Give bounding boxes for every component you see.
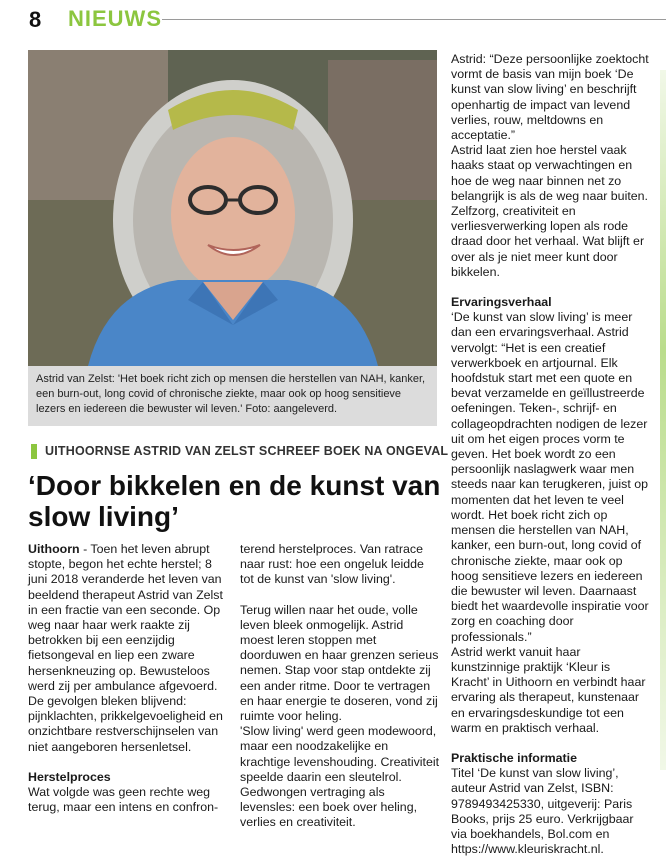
header-rule bbox=[162, 19, 666, 20]
paragraph: ‘De kunst van slow living’ is meer dan een ervaringsverhaal. Astrid vervolgt: “Het is een creatief verwerkboek en artjournal. Elk hoofdstuk start met een quote en bevat verzamelde en geïllustreerde oefeningen. Teken-, schrijf- en collageopdrachten nodigen de lezer uit om het eigen proces vorm te geven. Het boek wordt zo een persoonlijk naslagwerk waar men steeds naar kan terugkeren, juist op momenten dat het leven te veel wordt. Het boek richt zich op mensen die herstellen van NAH, kanker, een burn-out, long covid of chronische ziekte, maar ook op hoog sensitieve lezers en iedereen die bewuster wil leven. Daarnaast biedt het waardevolle inspiratie voor zorg en coaching door professionals.” bbox=[451, 310, 649, 644]
spacer bbox=[451, 280, 651, 295]
paragraph: Terug willen naar het oude, volle leven bleek onmogelijk. Astrid moest leren stoppen met doorduwen en haar grenzen serieus nemen. Stap voor stap ontdekte zij een ander ritme. Door te vertragen en haar energie te doseren, vond zij ruimte voor heling. bbox=[240, 602, 439, 724]
spacer bbox=[451, 736, 651, 751]
paragraph: Wat volgde was geen rechte weg terug, maar een intens en confron- bbox=[28, 785, 219, 815]
subhead: Praktische informatie bbox=[451, 750, 578, 765]
spacer bbox=[240, 588, 440, 603]
portrait-photo-icon bbox=[28, 50, 437, 366]
subhead: Herstelproces bbox=[28, 769, 111, 784]
paragraph: terend herstelproces. Van ratrace naar rust: hoe een ongeluk leidde tot de kunst van 'slow living'. bbox=[240, 542, 424, 587]
subhead: Ervaringsverhaal bbox=[451, 295, 552, 310]
portrait-photo bbox=[28, 50, 437, 366]
article-column-3 bbox=[451, 52, 651, 857]
article-kicker: UITHOORNSE ASTRID VAN ZELST SCHREEF BOEK NA ONGEVAL bbox=[45, 444, 449, 458]
paragraph: Titel ‘De kunst van slow living’, auteur Astrid van Zelst, ISBN: 9789493425330, uitgeverij: Paris Books, prijs 25 euro. Verkrijgbaar via boekhandels, Bol.com en https://www.kleuriskracht.nl. bbox=[451, 766, 634, 857]
page-header bbox=[0, 0, 666, 40]
article-column-1 bbox=[28, 542, 228, 815]
section-title: NIEUWS bbox=[68, 6, 162, 31]
article-headline: ‘Door bikkelen en de kunst van slow living’ bbox=[28, 470, 441, 532]
page-number: 8 bbox=[29, 7, 42, 32]
kicker-accent-bar bbox=[31, 444, 37, 459]
spacer bbox=[28, 755, 228, 770]
paragraph: 'Slow living' werd geen modewoord, maar een noodzakelijke en krachtige levenshouding. Creativiteit speelde daarin een sleutelrol. Gedwongen vertraging als levensles: een boek over heling, verlies en creativiteit. bbox=[240, 724, 440, 830]
page-edge-decoration bbox=[660, 70, 666, 770]
paragraph bbox=[28, 542, 228, 694]
paragraph: Astrid laat zien hoe herstel vaak haaks staat op verwachtingen en hoe de weg naar binnen net zo belangrijk is als de weg naar buiten. Zelfzorg, creativiteit en verliesverwerking lopen als rode draad door het verhaal. Wat blijft er over als je niet meer kunt door bikkelen. bbox=[451, 143, 648, 279]
paragraph: Astrid werkt vanuit haar kunstzinnige praktijk ‘Kleur is Kracht’ in Uithoorn en verbindt haar ervaring als therapeut, kunstenaar en ervaringsdeskundige tot een warm en praktisch verhaal. bbox=[451, 644, 646, 735]
paragraph-text: - Toen het leven abrupt stopte, begon het echte herstel; 8 juni 2018 veranderde het leven van beeldend therapeut Astrid van Zelst in een fractie van een seconde. Op weg naar haar werk raakte zij betrokken bij een eenzijdig fietsongeval en liep een zware hersenkneuzing op. Bewusteloos werd zij per ambulance afgevoerd. bbox=[28, 542, 223, 693]
lead-place: Uithoorn bbox=[28, 542, 80, 556]
photo-caption: Astrid van Zelst: 'Het boek richt zich op mensen die herstellen van NAH, kanker, een burn-out, long covid of chronische ziekte, maar ook op hoog sensitieve lezers en iedereen die bewuster wil leven.' Foto: aangeleverd. bbox=[28, 366, 437, 426]
paragraph: Astrid: “Deze persoonlijke zoektocht vormt de basis van mijn boek ‘De kunst van slow living’ en beschrijft openhartig de impact van levend verlies, rouw, meltdowns en acceptatie.” bbox=[451, 52, 649, 143]
article-column-2 bbox=[240, 542, 440, 831]
paragraph: De gevolgen bleken blijvend: pijnklachten, prikkelgevoeligheid en onzichtbare restverschijnselen van niet aangeboren hersenletsel. bbox=[28, 694, 223, 754]
